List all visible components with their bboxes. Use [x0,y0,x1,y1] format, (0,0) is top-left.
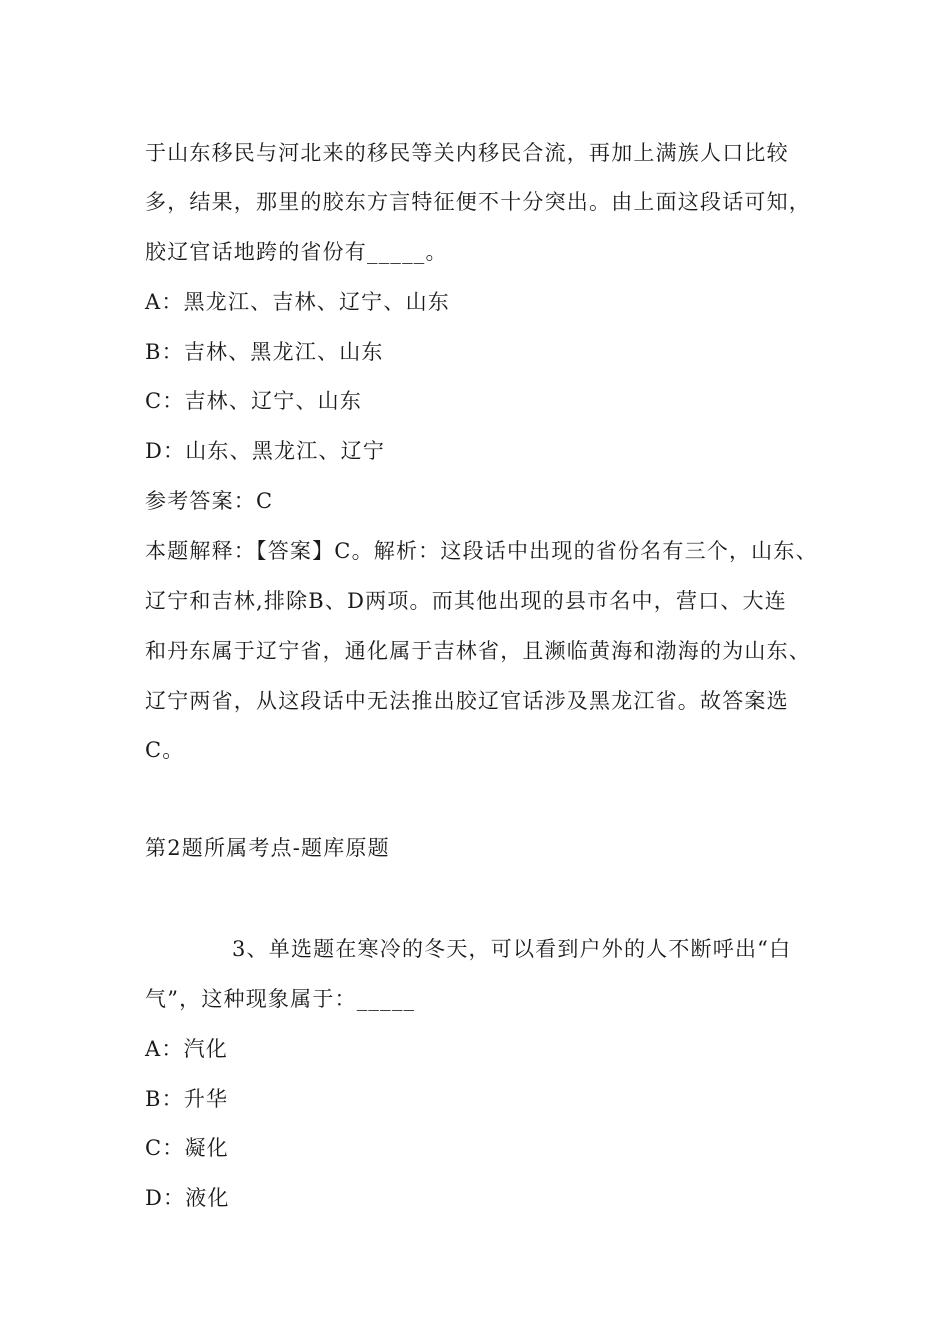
reference-answer: 参考答案：C [145,489,274,513]
question-stem-line: 胶辽官话地跨的省份有_____。 [145,240,448,264]
option-d: D：液化 [145,1186,230,1210]
option-a: A：黑龙江、吉林、辽宁、山东 [145,290,450,314]
explanation-line: C。 [145,738,185,762]
option-b: B：升华 [145,1087,229,1111]
option-d: D：山东、黑龙江、辽宁 [145,439,386,463]
explanation-line: 和丹东属于辽宁省，通化属于吉林省，且濒临黄海和渤海的为山东、 [145,639,811,663]
option-c: C：凝化 [145,1136,229,1160]
option-b: B：吉林、黑龙江、山东 [145,340,384,364]
question-stem-line: 3、单选题在寒冷的冬天，可以看到户外的人不断呼出“白 [232,937,792,961]
question-stem-line: 于山东移民与河北来的移民等关内移民合流，再加上满族人口比较 [145,141,789,165]
question-stem-line: 多，结果，那里的胶东方言特征便不十分突出。由上面这段话可知， [145,190,811,214]
section-heading: 第2题所属考点-题库原题 [145,836,390,860]
option-a: A：汽化 [145,1037,228,1061]
explanation-line: 辽宁两省，从这段话中无法推出胶辽官话涉及黑龙江省。故答案选 [145,689,789,713]
option-c: C：吉林、辽宁、山东 [145,389,363,413]
question-stem-line: 气”，这种现象属于：_____ [145,987,416,1011]
explanation-line: 辽宁和吉林,排除B、D两项。而其他出现的县市名中，营口、大连 [145,589,787,613]
explanation-line: 本题解释：【答案】C。解析：这段话中出现的省份名有三个，山东、 [145,539,818,563]
